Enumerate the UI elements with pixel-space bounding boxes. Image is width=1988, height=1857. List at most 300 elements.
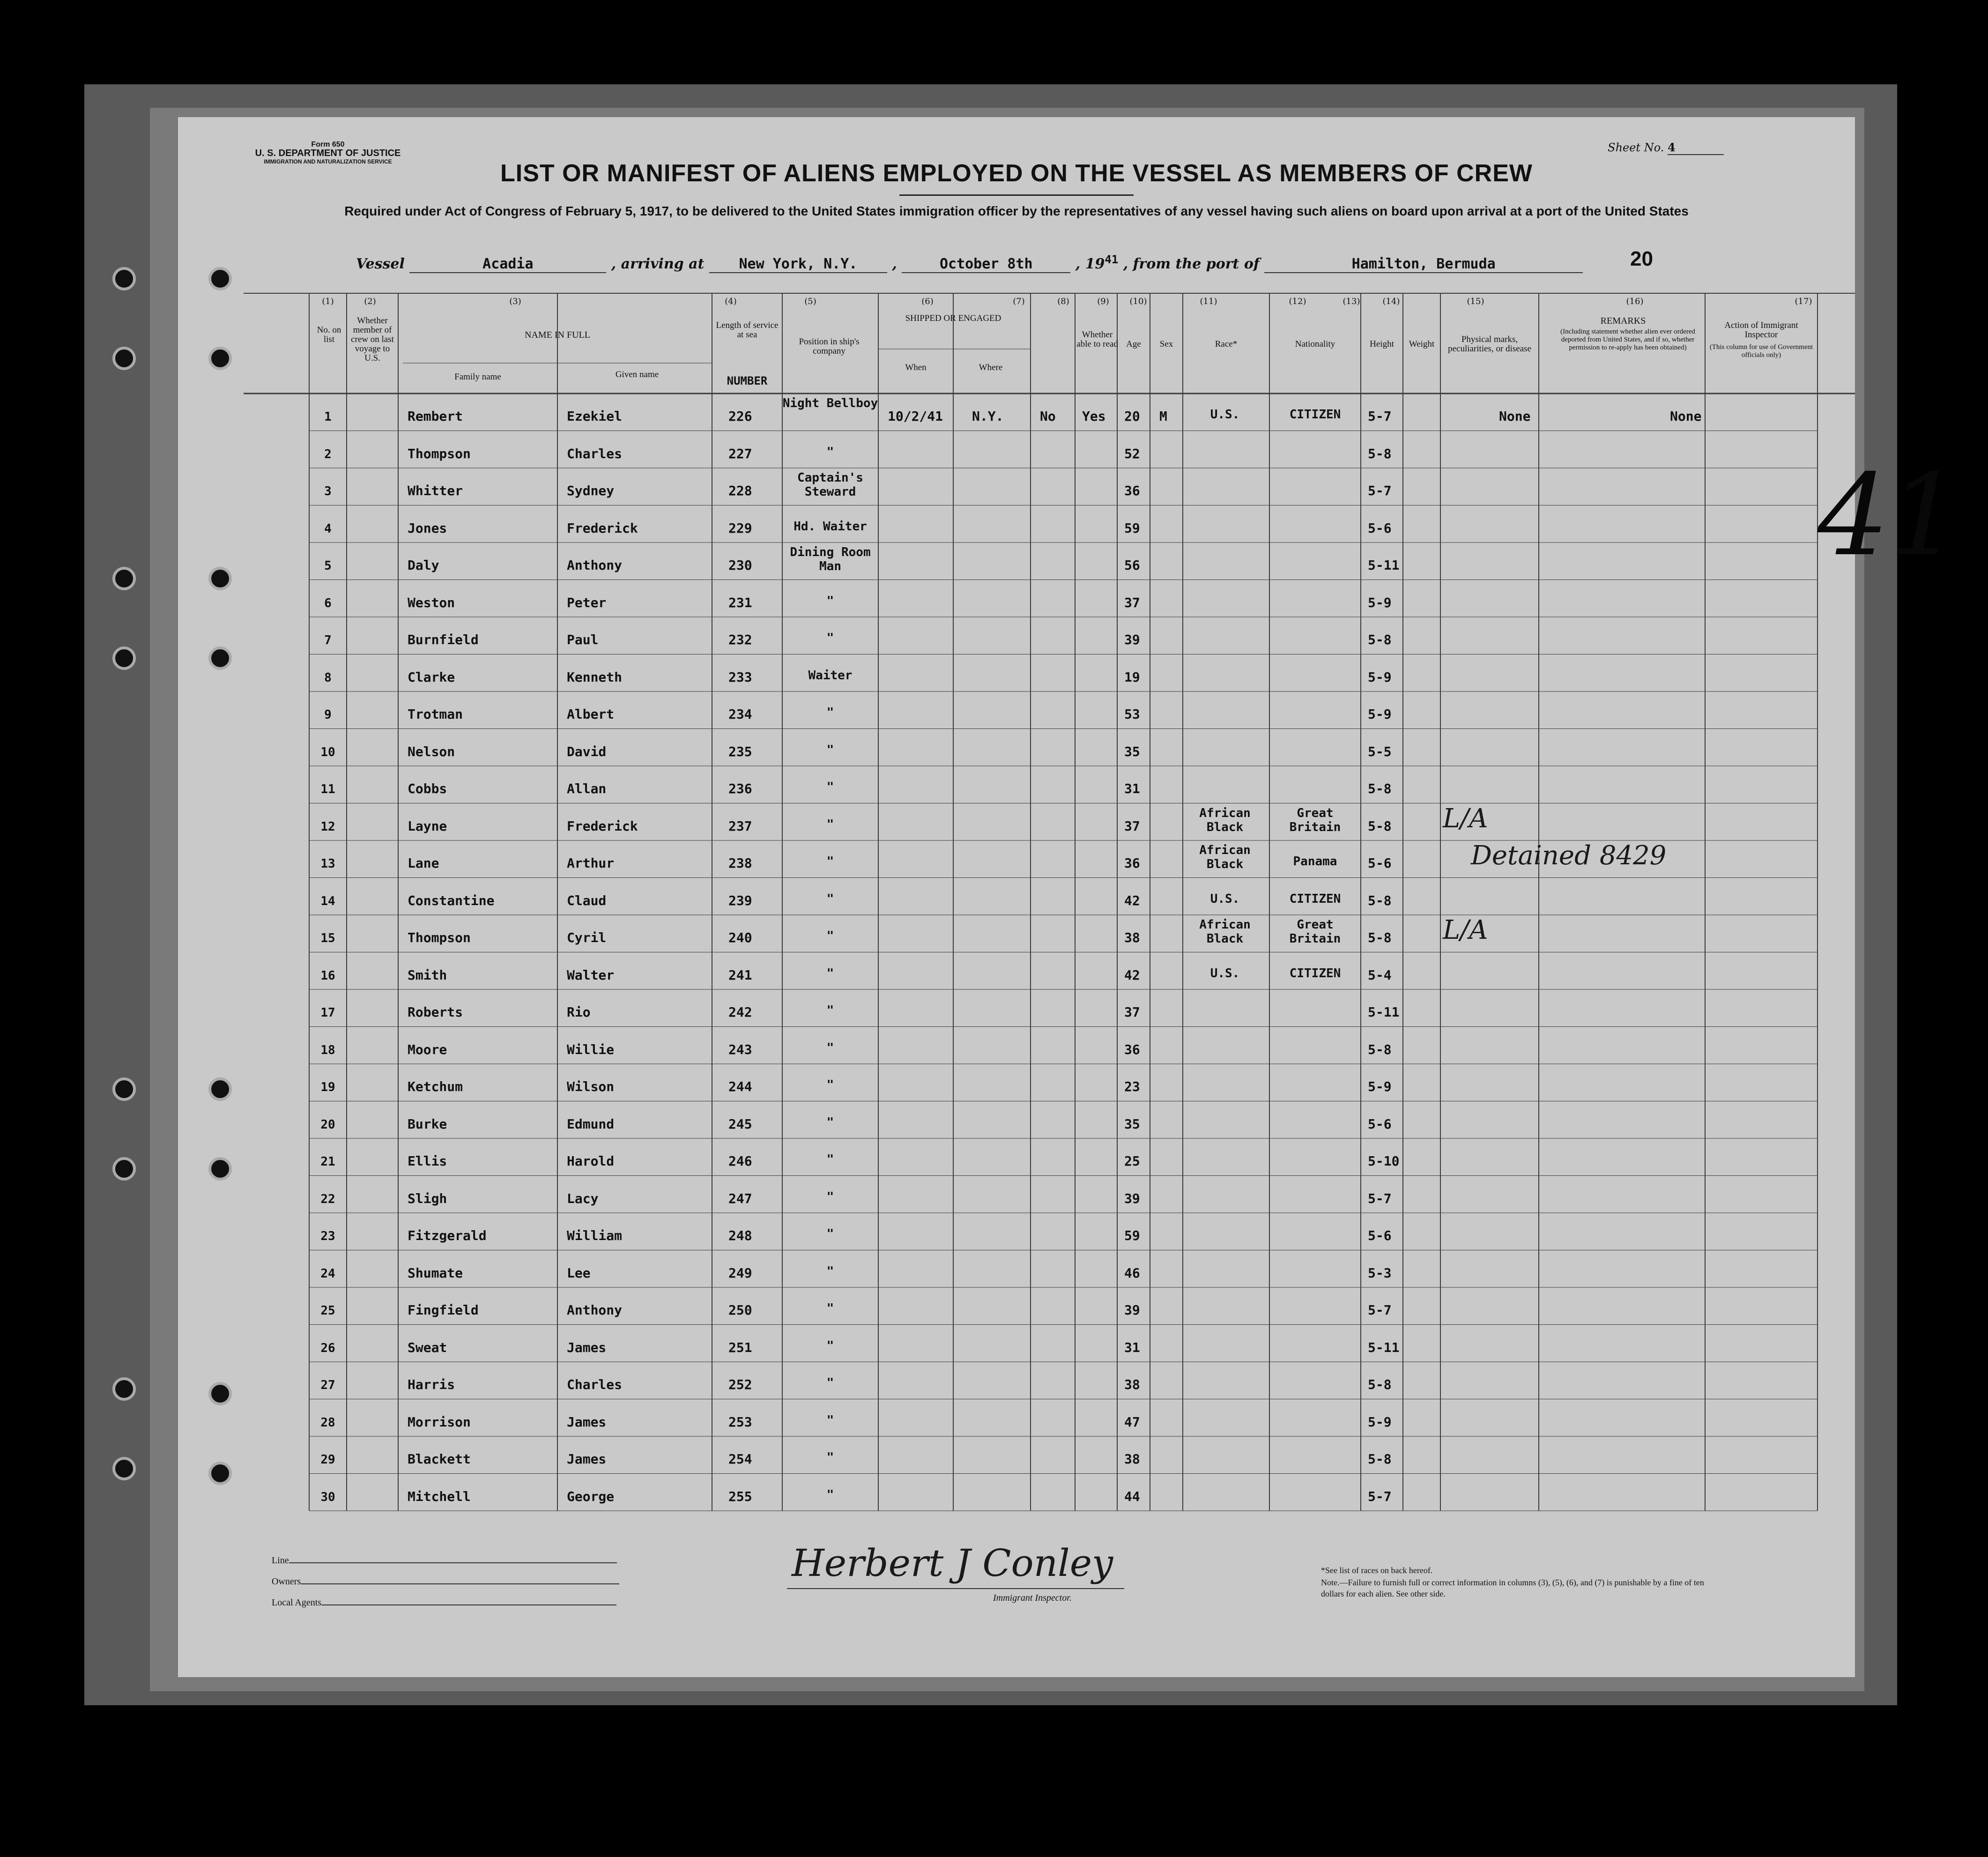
header-shipped: SHIPPED OR ENGAGED [905, 313, 1001, 323]
position: Night Bellboy [782, 396, 878, 410]
service-number: 227 [728, 446, 752, 461]
service-number: 252 [728, 1377, 752, 1392]
row-number: 25 [320, 1304, 335, 1318]
service-number: 228 [728, 483, 752, 498]
requirement-text: Required under Act of Congress of February 5, 1917, to be delivered to the United States immigration officer by the representatives of any vessel having such aliens on board upon arrival at a port of the United States [344, 204, 1689, 218]
service-number: 249 [728, 1265, 752, 1281]
handwritten-note: Detained 8429 [1471, 840, 1667, 871]
colnum-1: (1) [322, 297, 334, 306]
family-name: Whitter [408, 483, 463, 498]
position: " [826, 1189, 834, 1204]
position: " [826, 891, 834, 906]
header-name-in-full: NAME IN FULL [525, 330, 590, 340]
colnum-7: (7) [1013, 297, 1025, 306]
page-number: 20 [1630, 247, 1653, 270]
row-number: 21 [320, 1155, 335, 1169]
height: 5-8 [1368, 1377, 1392, 1392]
given-name: Lacy [567, 1190, 599, 1206]
age: 38 [1124, 1377, 1140, 1392]
binder-hole [112, 567, 136, 590]
given-name: William [567, 1228, 623, 1243]
header-sex: Sex [1159, 339, 1173, 349]
family-name: Blackett [408, 1451, 471, 1467]
family-name: Lane [408, 855, 439, 871]
service-number: 233 [728, 669, 752, 685]
height: 5-8 [1368, 892, 1392, 908]
family-name: Burnfield [408, 632, 479, 647]
given-name: Frederick [567, 818, 638, 834]
age: 38 [1124, 930, 1140, 945]
given-name: Sydney [567, 483, 615, 498]
family-name: Daly [408, 557, 439, 573]
age: 52 [1124, 446, 1140, 461]
service-number: 247 [728, 1190, 752, 1206]
given-name: Willie [567, 1041, 615, 1057]
shipped-when: 10/2/41 [888, 409, 943, 424]
given-name: Edmund [567, 1116, 615, 1132]
binder-hole [112, 267, 136, 290]
service-number: 231 [728, 594, 752, 610]
given-name: James [567, 1451, 607, 1467]
height: 5-7 [1368, 1302, 1392, 1318]
nationality: CITIZEN [1289, 891, 1341, 906]
height: 5-8 [1368, 930, 1392, 945]
family-name: Fingfield [408, 1302, 479, 1318]
vessel-label: Vessel [356, 256, 405, 272]
sheet-label: Sheet No. [1608, 141, 1664, 154]
position: " [826, 1487, 834, 1502]
colnum-2: (2) [364, 297, 376, 306]
given-name: Walter [567, 967, 615, 983]
footer-owners-label: Owners [272, 1576, 301, 1587]
service-number: 242 [728, 1004, 752, 1020]
given-name: Rio [567, 1004, 591, 1020]
age: 59 [1124, 1228, 1140, 1243]
family-name: Ketchum [408, 1079, 463, 1094]
title-rule [899, 194, 1134, 196]
service-number: 251 [728, 1339, 752, 1355]
row-number: 17 [320, 1006, 335, 1020]
family-name: Fitzgerald [408, 1228, 487, 1243]
signature-line [787, 1588, 1124, 1589]
table-grid [244, 293, 1855, 1534]
remarks: None [1670, 409, 1702, 424]
given-name: Wilson [567, 1079, 615, 1094]
age: 53 [1124, 706, 1140, 722]
family-name: Smith [408, 967, 447, 983]
discharged: No [1040, 409, 1056, 424]
service-number: 254 [728, 1451, 752, 1467]
height: 5-9 [1368, 1414, 1392, 1430]
handwritten-note: L/A [1443, 803, 1488, 834]
colnum-15: (15) [1467, 297, 1484, 306]
row-number: 29 [320, 1453, 335, 1467]
header-physical: Physical marks, peculiarities, or disease [1448, 334, 1531, 354]
position: " [826, 966, 834, 980]
binder-hole [112, 1457, 136, 1480]
page-title: LIST OR MANIFEST OF ALIENS EMPLOYED ON THE VESSEL AS MEMBERS OF CREW [500, 160, 1533, 187]
age: 37 [1124, 818, 1140, 834]
given-name: Ezekiel [567, 409, 623, 424]
height: 5-9 [1368, 594, 1392, 610]
family-name: Thompson [408, 446, 471, 461]
colnum-14: (14) [1382, 297, 1400, 306]
handwritten-note: L/A [1443, 915, 1488, 945]
given-name: Albert [567, 706, 615, 722]
family-name: Shumate [408, 1265, 463, 1281]
family-name: Moore [408, 1041, 447, 1057]
vessel-name: Acadia [409, 256, 606, 273]
given-name: Kenneth [567, 669, 623, 685]
race: African Black [1199, 843, 1251, 871]
sheet-value: 4 [1668, 141, 1724, 155]
service-number: 238 [728, 855, 752, 871]
height: 5-7 [1368, 483, 1392, 498]
service-number: 248 [728, 1228, 752, 1243]
footer-agents-label: Local Agents [272, 1597, 322, 1608]
nationality: Great Britain [1289, 806, 1341, 834]
height: 5-8 [1368, 446, 1392, 461]
binder-hole [208, 1462, 232, 1485]
able-to-read: Yes [1082, 409, 1106, 424]
year-prefix: 19 [1085, 256, 1105, 272]
family-name: Sligh [408, 1190, 447, 1206]
height: 5-4 [1368, 967, 1392, 983]
family-name: Jones [408, 520, 447, 536]
row-number: 5 [324, 559, 332, 573]
given-name: Cyril [567, 930, 607, 945]
height: 5-7 [1368, 1488, 1392, 1504]
service-number: 237 [728, 818, 752, 834]
row-number: 15 [320, 931, 335, 945]
header-where: Where [979, 363, 1003, 372]
position: " [826, 1413, 834, 1427]
service-number: 226 [728, 409, 752, 424]
family-name: Cobbs [408, 781, 447, 796]
binder-hole [112, 1377, 136, 1401]
nationality: CITIZEN [1289, 408, 1341, 422]
family-name: Layne [408, 818, 447, 834]
row-number: 12 [320, 819, 335, 834]
age: 25 [1124, 1153, 1140, 1169]
binder-hole [208, 567, 232, 590]
position: Captain's Steward [797, 471, 863, 499]
height: 5-6 [1368, 520, 1392, 536]
colnum-13: (13) [1343, 297, 1360, 306]
row-number: 4 [324, 521, 332, 536]
binder-hole [208, 1077, 232, 1101]
race: U.S. [1210, 408, 1240, 422]
header-height: Height [1370, 339, 1394, 349]
given-name: Lee [567, 1265, 591, 1281]
header-whether-member: Whether member of crew on last voyage to U.S. [351, 316, 394, 363]
row-number: 8 [324, 670, 332, 685]
given-name: Paul [567, 632, 599, 647]
given-name: Charles [567, 446, 623, 461]
height: 5-9 [1368, 669, 1392, 685]
row-number: 9 [324, 708, 332, 722]
height: 5-8 [1368, 1451, 1392, 1467]
binder-hole [208, 1157, 232, 1181]
sex: M [1159, 409, 1167, 424]
age: 23 [1124, 1079, 1140, 1094]
given-name: Arthur [567, 855, 615, 871]
inspector-label: Immigrant Inspector. [993, 1593, 1072, 1603]
service-number: 232 [728, 632, 752, 647]
given-name: David [567, 743, 607, 759]
service-number: 250 [728, 1302, 752, 1318]
binder-hole [112, 1157, 136, 1181]
binder-hole [208, 1382, 232, 1405]
nationality: Great Britain [1289, 918, 1341, 946]
row-number: 1 [324, 410, 332, 424]
height: 5-6 [1368, 1116, 1392, 1132]
height: 5-6 [1368, 1228, 1392, 1243]
binder-hole [112, 646, 136, 670]
height: 5-3 [1368, 1265, 1392, 1281]
position: " [826, 706, 834, 720]
row-number: 10 [320, 745, 335, 759]
age: 42 [1124, 967, 1140, 983]
colnum-17: (17) [1795, 297, 1812, 306]
age: 35 [1124, 743, 1140, 759]
age: 59 [1124, 520, 1140, 536]
age: 39 [1124, 1302, 1140, 1318]
footer-line [272, 1555, 617, 1566]
penalty-note: Note.—Failure to furnish full or correct information in columns (3), (5), (6), and (7) is punishable by a fine of ten dollars for each alien. See other side. [1321, 1578, 1704, 1598]
footer-line-label: Line [272, 1555, 289, 1566]
from-port: Hamilton, Bermuda [1264, 256, 1583, 273]
family-name: Roberts [408, 1004, 463, 1020]
height: 5-8 [1368, 1041, 1392, 1057]
race: U.S. [1210, 966, 1240, 980]
service-number: 230 [728, 557, 752, 573]
age: 56 [1124, 557, 1140, 573]
given-name: Peter [567, 594, 607, 610]
age: 39 [1124, 1190, 1140, 1206]
department: U. S. DEPARTMENT OF JUSTICE [255, 148, 401, 158]
position: Hd. Waiter [794, 519, 867, 534]
family-name: Thompson [408, 930, 471, 945]
arrival-port: New York, N.Y. [709, 256, 887, 273]
race: African Black [1199, 806, 1251, 834]
header-remarks-sub: (Including statement whether alien ever ordered deported from United States, and if so, whether permission to re-apply has been obtained) [1560, 328, 1695, 351]
header-position: Position in ship's company [799, 337, 860, 356]
service-number: 240 [728, 930, 752, 945]
service-number: 241 [728, 967, 752, 983]
races-note: *See list of races on back hereof. [1321, 1566, 1433, 1575]
family-name: Ellis [408, 1153, 447, 1169]
height: 5-5 [1368, 743, 1392, 759]
family-name: Constantine [408, 892, 495, 908]
header-remarks: REMARKS [1600, 316, 1646, 326]
header-action-sub: (This column for use of Government officials only) [1709, 343, 1813, 359]
service-number: 243 [728, 1041, 752, 1057]
colnum-11: (11) [1200, 297, 1217, 306]
colnum-5: (5) [804, 297, 816, 306]
nationality: Panama [1293, 854, 1337, 869]
binder-hole [208, 267, 232, 290]
binder-hole [112, 347, 136, 370]
family-name: Weston [408, 594, 455, 610]
age: 38 [1124, 1451, 1140, 1467]
row-number: 3 [324, 484, 332, 498]
shipped-where: N.Y. [972, 409, 1004, 424]
position: " [826, 1003, 834, 1018]
height: 5-11 [1368, 1004, 1400, 1020]
row-number: 23 [320, 1229, 335, 1243]
age: 36 [1124, 483, 1140, 498]
given-name: Allan [567, 781, 607, 796]
height: 5-11 [1368, 557, 1400, 573]
position: " [826, 1040, 834, 1055]
position: Waiter [808, 668, 853, 683]
age: 46 [1124, 1265, 1140, 1281]
service-number: 229 [728, 520, 752, 536]
family-name: Mitchell [408, 1488, 471, 1504]
position: " [826, 594, 834, 608]
manifest-sheet [178, 117, 1855, 1677]
height: 5-8 [1368, 632, 1392, 647]
binder-hole [208, 646, 232, 670]
header-race: Race* [1215, 339, 1238, 349]
from-label: , from the port of [1123, 256, 1260, 272]
colnum-4: (4) [725, 297, 737, 306]
age: 36 [1124, 855, 1140, 871]
colnum-6: (6) [921, 297, 934, 306]
footer-local-agents [272, 1597, 616, 1608]
height: 5-9 [1368, 1079, 1392, 1094]
row-number: 14 [320, 894, 335, 908]
age: 31 [1124, 781, 1140, 796]
colnum-16: (16) [1626, 297, 1644, 306]
colnum-10: (10) [1129, 297, 1147, 306]
service-number: 246 [728, 1153, 752, 1169]
header-number: NUMBER [727, 374, 768, 387]
family-name: Clarke [408, 669, 455, 685]
row-number: 22 [320, 1192, 335, 1206]
row-number: 7 [324, 633, 332, 647]
position: " [826, 929, 834, 943]
age: 37 [1124, 594, 1140, 610]
position: " [826, 1338, 834, 1353]
service-number: 234 [728, 706, 752, 722]
crew-table [244, 293, 1855, 1534]
service-number: 239 [728, 892, 752, 908]
age: 37 [1124, 1004, 1140, 1020]
binder-hole [112, 1077, 136, 1101]
header-no-on-list: No. on list [317, 325, 341, 344]
service-number: 253 [728, 1414, 752, 1430]
position: " [826, 1376, 834, 1390]
position: " [826, 1078, 834, 1092]
position: " [826, 1152, 834, 1166]
header-family-name: Family name [454, 372, 501, 382]
header-weight: Weight [1409, 339, 1435, 349]
age: 31 [1124, 1339, 1140, 1355]
position: " [826, 1264, 834, 1278]
sheet-number [1608, 141, 1724, 155]
age: 44 [1124, 1488, 1140, 1504]
row-number: 28 [320, 1415, 335, 1430]
header-when: When [905, 363, 927, 372]
arriving-label: , arriving at [611, 256, 705, 272]
physical-marks: None [1499, 409, 1531, 424]
footer-owners [272, 1576, 619, 1587]
given-name: James [567, 1414, 607, 1430]
race: African Black [1199, 918, 1251, 946]
family-name: Morrison [408, 1414, 471, 1430]
position: Dining Room Man [790, 545, 871, 573]
row-number: 16 [320, 968, 335, 983]
position: " [826, 817, 834, 832]
vessel-line: Vessel Acadia , arriving at New York, N.Y. , October 8th , $19^{41}$ , from the port of Hamilton, Bermuda [356, 253, 1583, 273]
position: " [826, 1301, 834, 1315]
service: IMMIGRATION AND NATURALIZATION SERVICE [264, 158, 392, 165]
height: 5-6 [1368, 855, 1392, 871]
position: " [826, 743, 834, 757]
colnum-3: (3) [509, 297, 521, 306]
row-number: 30 [320, 1490, 335, 1504]
age: 20 [1124, 409, 1140, 424]
position: " [826, 780, 834, 794]
height: 5-8 [1368, 818, 1392, 834]
given-name: Claud [567, 892, 607, 908]
binder-hole [208, 347, 232, 370]
given-name: Harold [567, 1153, 615, 1169]
colnum-9: (9) [1097, 297, 1109, 306]
position: " [826, 1450, 834, 1464]
position: " [826, 854, 834, 869]
service-number: 235 [728, 743, 752, 759]
given-name: Anthony [567, 1302, 623, 1318]
given-name: Charles [567, 1377, 623, 1392]
given-name: George [567, 1488, 615, 1504]
row-number: 2 [324, 447, 332, 461]
age: 47 [1124, 1414, 1140, 1430]
header-age: Age [1126, 339, 1141, 349]
row-number: 19 [320, 1080, 335, 1094]
position: " [826, 631, 834, 645]
margin-mark: 41 [1817, 450, 1961, 581]
row-number: 13 [320, 857, 335, 871]
row-number: 27 [320, 1378, 335, 1392]
position: " [826, 1115, 834, 1129]
row-number: 20 [320, 1117, 335, 1132]
nationality: CITIZEN [1289, 966, 1341, 980]
row-number: 24 [320, 1266, 335, 1281]
inspector-signature: Herbert J Conley [792, 1541, 1113, 1585]
age: 42 [1124, 892, 1140, 908]
header-given-name: Given name [615, 370, 659, 379]
service-number: 244 [728, 1079, 752, 1094]
given-name: Frederick [567, 520, 638, 536]
header-action: Action of Immigrant Inspector [1724, 320, 1798, 340]
age: 39 [1124, 632, 1140, 647]
row-number: 26 [320, 1341, 335, 1355]
row-number: 18 [320, 1043, 335, 1057]
height: 5-7 [1368, 1190, 1392, 1206]
form-number: Form 650 [311, 141, 345, 149]
arrival-date: October 8th [902, 256, 1070, 273]
header-length-service: Length of service at sea [716, 320, 779, 340]
age: 35 [1124, 1116, 1140, 1132]
height: 5-10 [1368, 1153, 1400, 1169]
race: U.S. [1210, 891, 1240, 906]
colnum-8: (8) [1057, 297, 1069, 306]
year-suffix: 41 [1105, 253, 1119, 266]
header-able-read: Whether able to read [1076, 330, 1118, 349]
